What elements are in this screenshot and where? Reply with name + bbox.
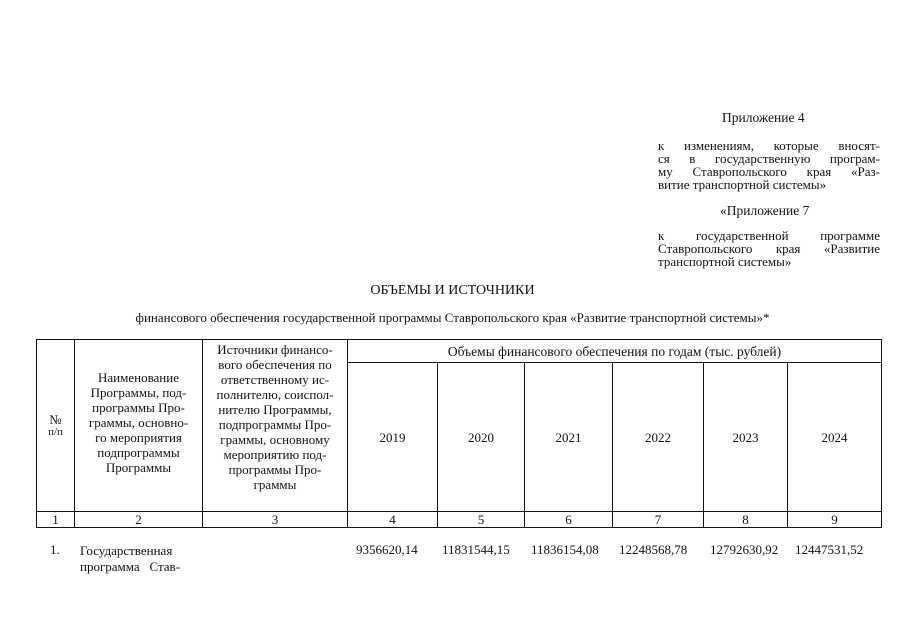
header-name-line: Программы, под- [90,385,187,400]
header-name-line: граммы, основно- [88,415,189,430]
header-year-2021: 2021 [525,363,613,512]
header-group-financing: Объемы финансового обеспечения по годам (тыс. рублей) [348,340,882,363]
header-source-line: ответственному ис- [220,372,330,387]
header-name-line: го мероприятия [95,430,182,445]
row-value-2022: 12248568,78 [619,542,688,557]
header-source-line: Источники финансо- [217,342,333,357]
header-name-line: Наименование [98,370,179,385]
column-number-cell: 6 [525,512,613,528]
header-year-2019: 2019 [348,363,438,512]
appendix7-desc-line: к государственной программе [658,228,880,243]
appendix7-label: «Приложение 7 [720,203,810,218]
appendix-desc-line: му Ставропольского края «Раз- [658,164,880,179]
appendix-desc-line: к изменениям, которые вносят- [658,138,880,153]
row-value-2019: 9356620,14 [356,542,418,557]
appendix-desc-line: витие транспортной системы» [658,177,827,192]
appendix7-desc-line: транспортной системы» [658,254,792,269]
header-col-number [37,340,75,512]
row-number: 1. [50,542,60,557]
header-source-line: программы Про- [228,462,322,477]
header-name-line: подпрограммы [97,445,180,460]
header-name-line: Программы [105,460,172,475]
header-source-line: мероприятию под- [223,447,327,462]
header-col-source [203,340,348,512]
appendix-label: Приложение 4 [722,110,805,125]
row-name [80,543,200,575]
header-source-line: граммы, основному [220,432,330,447]
document-subtitle: финансового обеспечения государственной программы Ставропольского края «Развитие транспортной системы»* [135,310,770,325]
header-year-2020: 2020 [438,363,525,512]
column-number-cell: 8 [704,512,788,528]
header-col-number-line: № [49,411,62,427]
financing-table [36,339,882,528]
header-source-line: вого обеспечения по [218,357,332,372]
row-name-line: Государственная [80,543,173,558]
header-col-number-line: п/п [48,425,63,438]
appendix-desc-line: ся в государственную програм- [658,151,880,166]
header-year-2022: 2022 [613,363,704,512]
row-value-2021: 11836154,08 [531,542,599,557]
column-number-cell: 9 [788,512,882,528]
header-source-line: нителю Программы, [218,402,332,417]
column-number-cell: 1 [37,512,75,528]
row-value-2024: 12447531,52 [795,542,864,557]
column-number-cell: 5 [438,512,525,528]
column-number-cell: 4 [348,512,438,528]
appendix-description [658,139,880,191]
appendix7-desc-line: Ставропольского края «Развитие [658,241,880,256]
header-name-line: программы Про- [92,400,185,415]
row-value-2023: 12792630,92 [710,542,779,557]
row-value-2020: 11831544,15 [442,542,510,557]
header-source-line: полнителю, соиспол- [216,387,334,402]
header-year-2023: 2023 [704,363,788,512]
column-number-cell: 7 [613,512,704,528]
header-source-line: граммы [253,477,297,492]
column-number-cell: 3 [203,512,348,528]
header-source-line: подпрограммы Про- [218,417,332,432]
appendix7-description [658,229,880,268]
row-name-line: программа Став- [80,559,181,574]
column-number-cell: 2 [75,512,203,528]
header-col-name [75,340,203,512]
document-title: ОБЪЕМЫ И ИСТОЧНИКИ [370,283,535,298]
header-year-2024: 2024 [788,363,882,512]
